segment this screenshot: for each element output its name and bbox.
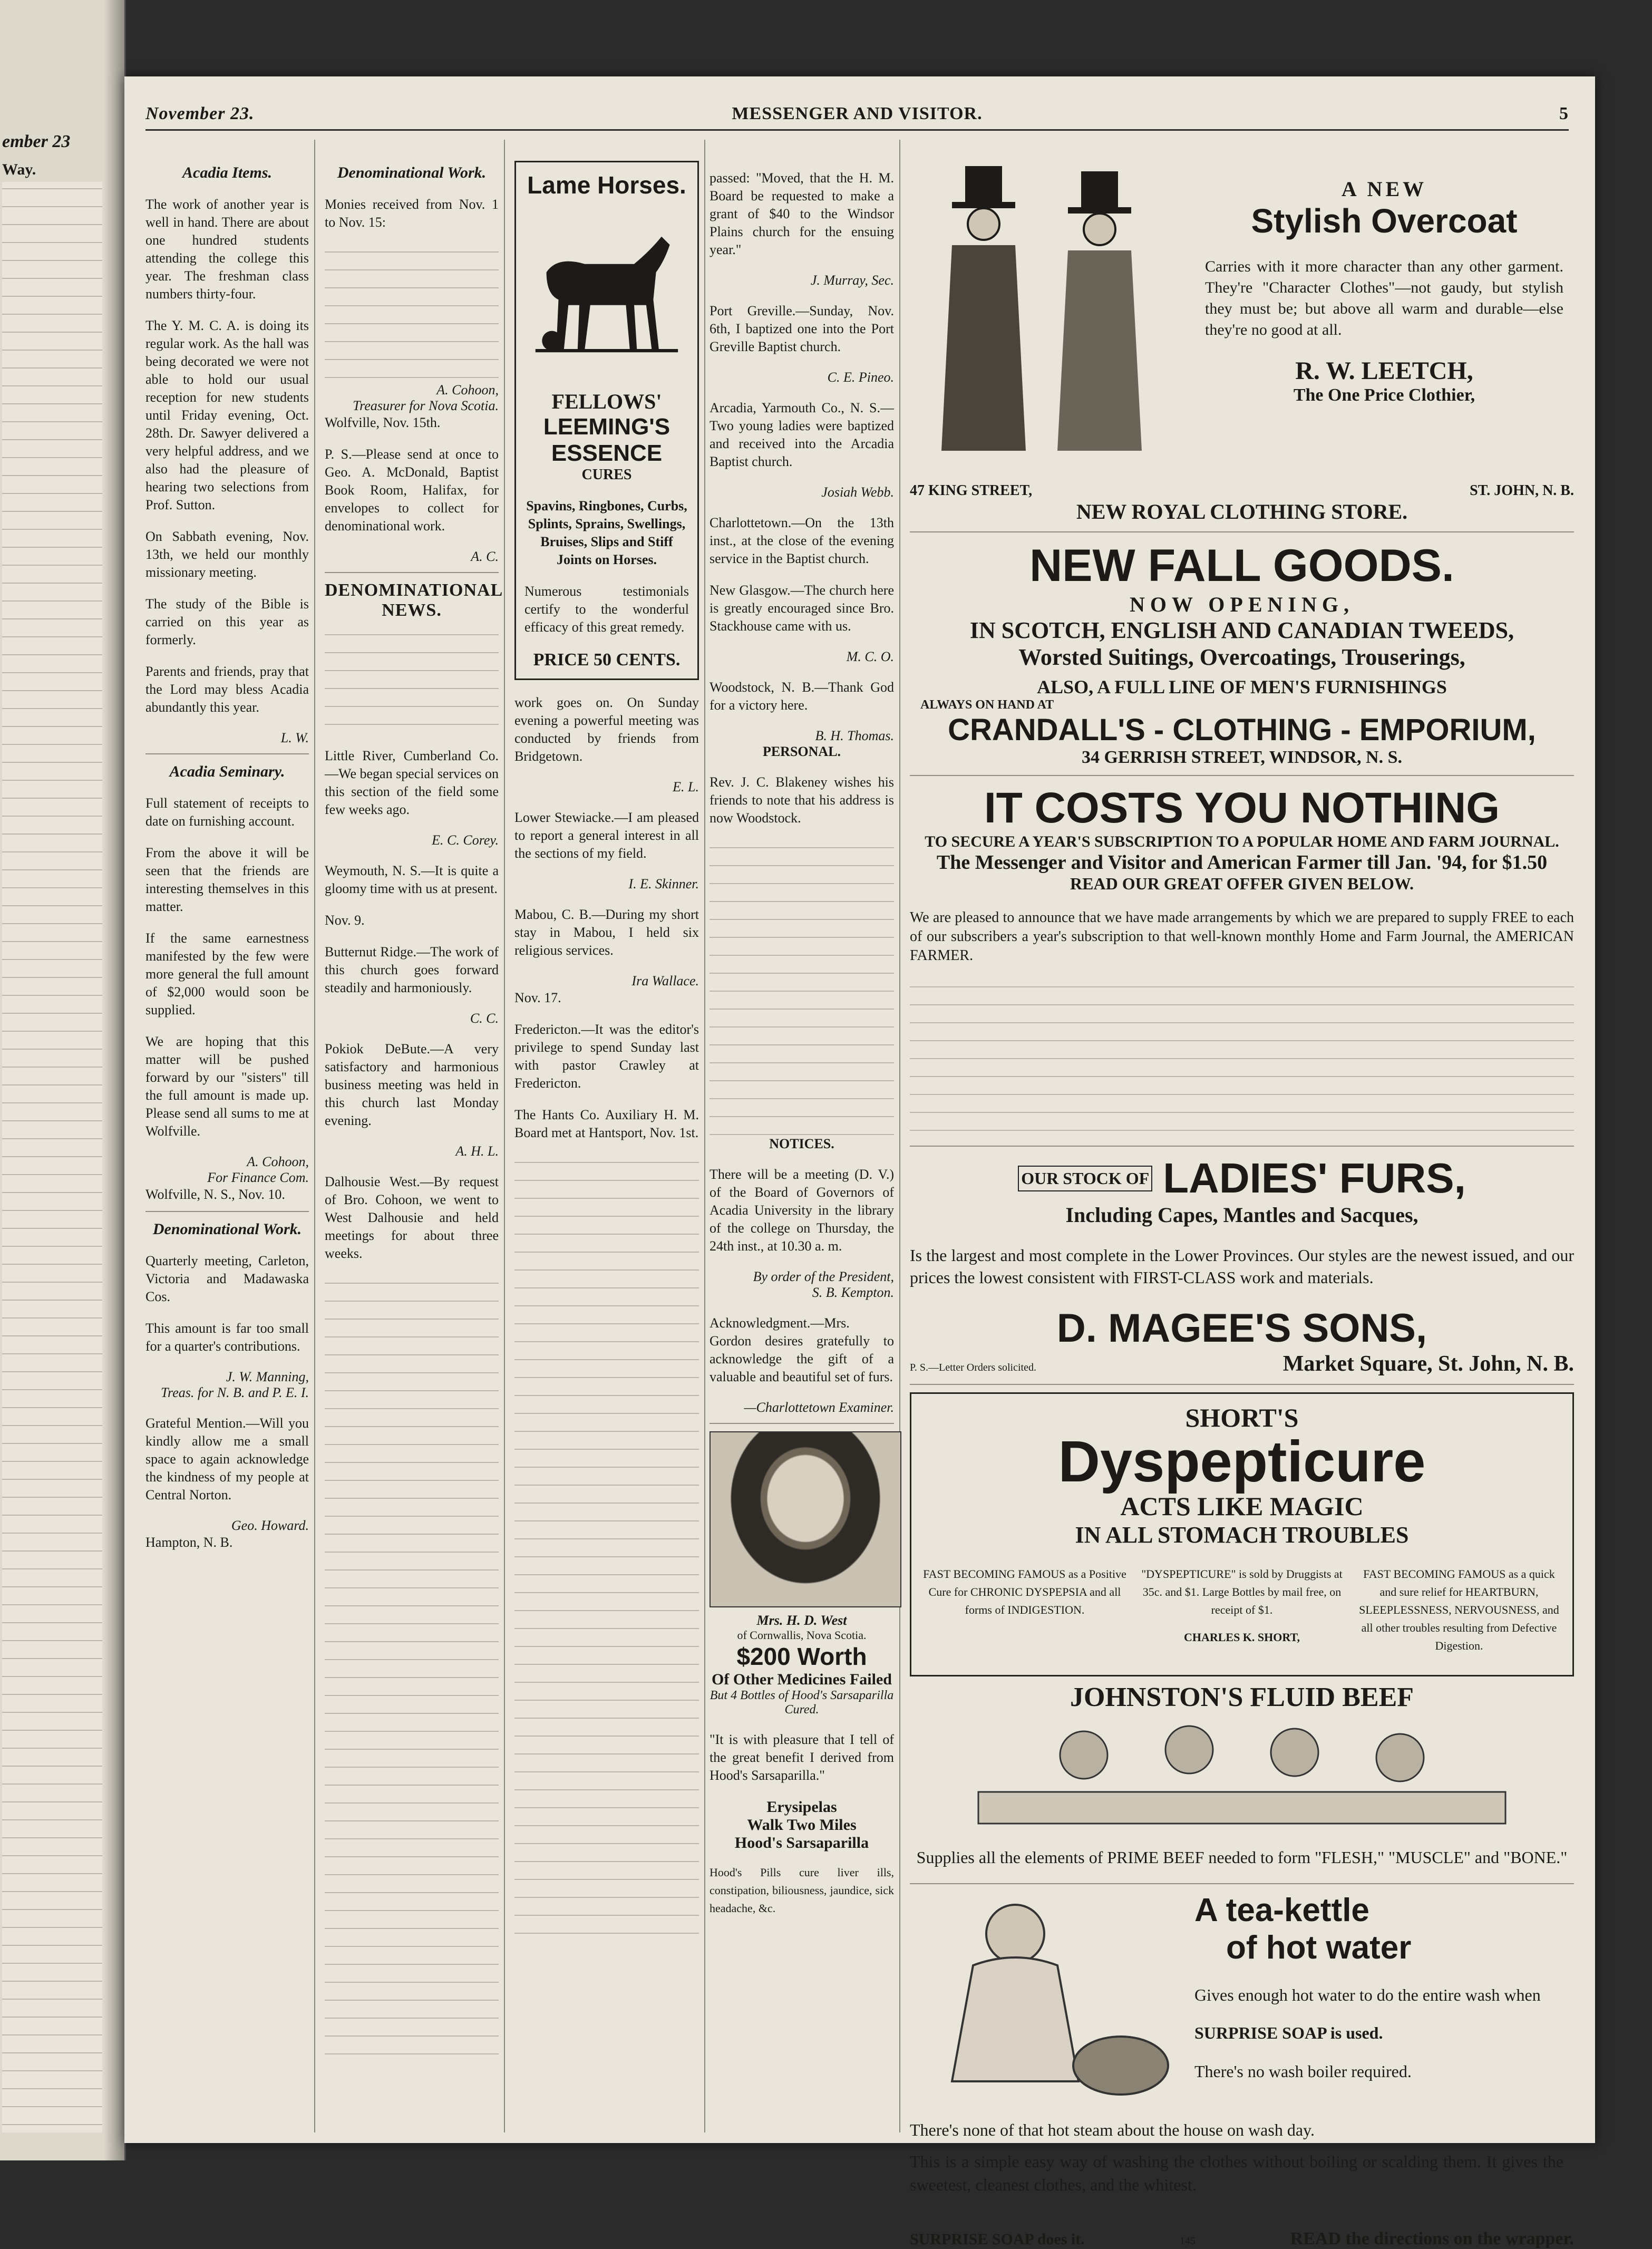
news-top: passed: "Moved, that the H. M. Board be requested to make a grant of $40 to the Windsor Plains church for the ensuing year." [710,170,894,257]
news-mabou: Mabou, C. B.—During my short stay in Mabou, I held six religious services. [514,907,699,958]
ad-cures-list: Spavins, Ringbones, Curbs, Splints, Sprains, Swellings, Bruises, Slips and Stiff Joints on Horses. [526,498,687,567]
notices-text: There will be a meeting (D. V.) of the Board of Governors of Acadia University in the library of the college on Thursday, the 24th inst., at 10.30 a. m. [710,1167,894,1254]
news-fredericton: Fredericton.—It was the editor's privilege to spend Sunday last with pastor Crawley at Fredericton. [514,1022,699,1091]
news-arcadia: Arcadia, Yarmouth Co., N. S.—Two young ladies were baptized and received into the Arcadia Baptist church. [710,400,894,469]
seminary-signature: A. Cohoon, [247,1154,309,1169]
denom-work-role: Treasurer for Nova Scotia. [353,398,499,413]
news-lower-stewiacke-signature: I. E. Skinner. [628,876,699,891]
costs-offer: The Messenger and Visitor and American Farmer till Jan. '94, for $1.50 [936,851,1548,874]
column-4-body [710,841,894,1136]
notices-order: By order of the President, [753,1269,894,1284]
woman-kettle-illustration-icon [910,1892,1184,2113]
hoods-subhead: But 4 Bottles of Hood's Sarsaparilla Cured. [710,1689,894,1717]
lame-horses-title: Lame Horses. [527,171,686,199]
column-rule [504,140,505,2132]
kettle-body-4: This is a simple easy way of washing the clothes without boiling or scalding them. It gives the sweetest, cleanest clothes, and the whitest. [910,2152,1563,2194]
leetch-store: NEW ROYAL CLOTHING STORE. [1076,500,1408,524]
dys-middle [1137,1554,1347,1666]
johnston-ad [910,1682,1574,1866]
portrait-caption-place: of Cornwallis, Nova Scotia. [737,1628,867,1642]
acadia-items-heading: Acadia Items. [182,164,272,181]
divider [325,572,499,573]
dys-right: FAST BECOMING FAMOUS as a quick and sure relief for HEARTBURN, SLEEPLESSNESS, NERVOUSNESS, and all other troubles resulting from Defective Digestion. [1359,1567,1559,1652]
news-mabou-date: Nov. 17. [514,990,561,1005]
prev-page-text [2,182,102,2132]
page-gutter [103,0,124,2160]
news-charlottetown: Charlottetown.—On the 13th inst., at the close of the evening service in the Baptist church. [710,515,894,566]
leetch-address-row [910,482,1574,499]
column-rule [704,140,705,2132]
kettle-line-2: of hot water [1226,1930,1412,1966]
personal-text: Rev. J. C. Blakeney wishes his friends to note that his address is now Woodstock. [710,774,894,826]
ad-brand-leemings: LEEMING'S ESSENCE [543,414,670,466]
news-top-signature: J. Murray, Sec. [810,273,894,288]
hoods-erysipelas: Erysipelas [766,1798,837,1816]
news-hants: The Hants Co. Auxiliary H. M. Board met at Hantsport, Nov. 1st. [514,1107,699,1140]
news-butternut-signature: C. C. [470,1011,499,1026]
news-port-greville: Port Greville.—Sunday, Nov. 6th, I baptized one into the Port Greville Baptist church. [710,303,894,354]
news-arcadia-signature: Josiah Webb. [821,484,894,500]
leetch-city: ST. JOHN, N. B. [1470,482,1574,499]
kettle-body-2: There's no wash boiler required. [1194,2062,1412,2081]
portrait-caption: Mrs. H. D. West [756,1613,847,1628]
dys-stomach: IN ALL STOMACH TROUBLES [1075,1522,1409,1548]
issue-date: November 23. [145,104,255,123]
hoods-walk: Walk Two Miles [747,1816,857,1834]
acadia-items-signature: L. W. [280,730,309,745]
acadia-items-p3: On Sabbath evening, Nov. 13th, we held our monthly missionary meeting. [145,529,309,580]
costs-read: READ OUR GREAT OFFER GIVEN BELOW. [1070,874,1414,893]
fall-goods-opening: NOW OPENING, [1130,593,1354,616]
news-butternut: Butternut Ridge.—The work of this church goes forward steadily and harmoniously. [325,944,499,995]
denominational-work-p2: This amount is far too small for a quarter's contributions. [145,1321,309,1354]
monies-list [325,245,499,382]
acknowledgment: Acknowledgment.—Mrs. Gordon desires gratefully to acknowledge the gift of a valuable and beautiful set of furs. [710,1315,894,1384]
furs-subtitle: Including Capes, Mantles and Sacques, [1065,1203,1418,1227]
johnston-title: JOHNSTON'S FLUID BEEF [1070,1682,1414,1712]
horse-icon [524,199,689,389]
news-dalhousie: Dalhousie West.—By request of Bro. Cohoon, we went to West Dalhousie and held meetings for about three weeks. [325,1174,499,1261]
seminary-heading: Acadia Seminary. [169,763,285,780]
column-5-ads [910,156,1574,2248]
gentlemen-illustration-icon [920,156,1184,472]
ad-brand-fellows: FELLOWS' [551,390,662,413]
overcoat-text [1205,177,1563,405]
hoods-pills: Hood's Pills cure liver ills, constipation, biliousness, jaundice, sick headache, &c. [710,1866,894,1915]
denom-work-place: Wolfville, Nov. 15th. [325,415,441,430]
horse-illustration [524,199,689,389]
hoods-headline: $200 Worth [736,1643,867,1670]
news-notice-smallprint [325,628,499,733]
ad-cures: CURES [581,467,632,483]
dys-columns [920,1554,1564,1666]
furs-title: LADIES' FURS, [1163,1155,1466,1201]
dys-title: Dyspepticure [1058,1429,1426,1494]
denominational-work-signature: J. W. Manning, [226,1369,309,1384]
lame-horses-ad [514,161,699,680]
divider [910,1384,1574,1385]
divider [910,1146,1574,1147]
news-woodstock: Woodstock, N. B.—Thank God for a victory here. [710,680,894,713]
grateful-signature: Geo. Howard. [231,1518,309,1533]
magee-ps: P. S.—Letter Orders solicited. [910,1362,1036,1373]
costs-subtitle: TO SECURE A YEAR'S SUBSCRIPTION TO A POPULAR HOME AND FARM JOURNAL. [925,833,1559,850]
overcoat-title: Stylish Overcoat [1251,202,1518,240]
denom-work-heading: Denominational Work. [337,164,487,181]
seminary-signature-role: For Finance Com. [207,1170,309,1185]
acadia-items-p2: The Y. M. C. A. is doing its regular work. As the hall was being decorated we were not able to hold our usual reception for new students until Friday evening, Oct. 28th. Dr. Sawyer delivered a very helpful address, and we also had the pleasure of hearing two selections from Prof. Sutton. [145,318,309,512]
denom-work-signature: A. Cohoon, [436,382,499,398]
page-number: 5 [1559,104,1569,123]
column-4 [710,156,894,2138]
kettle-foot: SURPRISE SOAP does it. [910,2231,1085,2248]
acadia-items-p4: The study of the Bible is carried on this year as formerly. [145,596,309,647]
divider [910,531,1574,532]
crandall-ad [910,540,1574,768]
furs-body: Is the largest and most complete in the Lower Provinces. Our styles are the newest issued, and our prices the lowest consistent with FIRST-CLASS work and materials. [910,1246,1574,1287]
column-2 [325,156,503,2138]
notices-heading: NOTICES. [769,1136,834,1151]
news-continued-signature: E. L. [673,779,699,794]
surprise-soap-footer [910,2229,1574,2249]
news-little-river: Little River, Cumberland Co.—We began special services on this section of the field some few weeks ago. [325,748,499,817]
magee-name: D. MAGEE'S SONS, [1056,1306,1427,1351]
costs-body: We are pleased to announce that we have made arrangements by which we are prepared to supply FREE to each of our subscribers a year's subscription to that well-known monthly Home and Farm Journal, the AMERICAN FARMER. [910,909,1574,964]
kettle-number: 145 [1179,2235,1196,2247]
kettle-soap: SURPRISE SOAP is used. [1194,2023,1383,2042]
column-3-body [514,1156,699,1946]
news-little-river-signature: E. C. Corey. [432,832,499,848]
divider [145,1211,309,1212]
magee-address: Market Square, St. John, N. B. [1282,1352,1574,1376]
dys-mid-text: "DYSPEPTICURE" is sold by Druggists at 35c. and $1. Large Bottles by mail free, on receipt of $1. [1141,1567,1343,1616]
masthead [145,98,1569,131]
portrait-illustration [710,1431,901,1607]
grateful-place: Hampton, N. B. [145,1535,233,1550]
leetch-address: 47 KING STREET, [910,482,1033,499]
news-woodstock-signature: B. H. Thomas. [815,728,894,743]
denominational-news-heading: DENOMINATIONAL NEWS. [325,580,503,620]
divider [145,753,309,754]
prev-page-date: ember 23 [2,132,71,151]
grateful-mention: Grateful Mention.—Will you kindly allow me a small space to again acknowledge the kindness of my people at Central Norton. [145,1416,309,1502]
overcoat-ad [910,156,1574,482]
crandall-name: CRANDALL'S - CLOTHING - EMPORIUM, [948,713,1536,747]
kettle-body-1: Gives enough hot water to do the entire wash when [1194,1985,1541,2004]
personal-heading: PERSONAL. [762,744,841,759]
overcoat-body: Carries with it more character than any other garment. They're "Character Clothes"—not gaudy, but stylish they must be; but above all warm and durable—else they're no good at all. [1205,258,1563,338]
seminary-place: Wolfville, N. S., Nov. 10. [145,1187,285,1202]
magee-row [910,1351,1574,1376]
dyspepticure-ad [910,1392,1574,1676]
denominational-work-p1: Quarterly meeting, Carleton, Victoria and Madawaska Cos. [145,1253,309,1304]
denom-work-intro: Monies received from Nov. 1 to Nov. 15: [325,197,499,230]
furs-prefix: OUR STOCK OF [1018,1166,1152,1191]
kettle-read: READ the directions on the wrapper. [1290,2229,1574,2248]
overcoat-new: A NEW [1341,177,1427,201]
fall-goods-on-hand: ALWAYS ON HAND AT [920,698,1054,712]
seminary-p1: Full statement of receipts to date on furnishing account. [145,796,309,829]
column-2-body [325,1276,499,2067]
crandall-address: 34 GERRISH STREET, WINDSOR, N. S. [1081,748,1403,767]
fall-goods-line-1: IN SCOTCH, ENGLISH AND CANADIAN TWEEDS, [969,617,1514,643]
hoods-body: "It is with pleasure that I tell of the great benefit I derived from Hood's Sarsaparilla." [710,1732,894,1783]
news-pokiok-signature: A. H. L. [455,1143,499,1159]
dys-shorts: SHORT'S [1185,1403,1299,1432]
news-new-glasgow: New Glasgow.—The church here is greatly encouraged since Bro. Stackhouse came with us. [710,583,894,634]
fall-goods-title: NEW FALL GOODS. [1029,540,1454,591]
divider [710,1423,894,1424]
hoods-sarsaparilla: Hood's Sarsaparilla [734,1834,869,1851]
ad-price: PRICE 50 CENTS. [533,650,681,670]
dys-acts: ACTS LIKE MAGIC [1120,1491,1364,1521]
costs-body-more [910,980,1574,1138]
dys-maker: CHARLES K. SHORT, [1183,1631,1300,1644]
column-rule [314,140,315,2132]
kettle-line-1: A tea-kettle [1194,1892,1369,1928]
newspaper-title: MESSENGER AND VISITOR. [732,104,983,123]
news-weymouth: Weymouth, N. S.—It is quite a gloomy time with us at present. [325,863,499,896]
ad-body: Numerous testimonials certify to the wonderful efficacy of this great remedy. [524,584,689,635]
acknowledgment-source: —Charlottetown Examiner. [744,1400,894,1415]
dys-left: FAST BECOMING FAMOUS as a Positive Cure for CHRONIC DYSPEPSIA and all forms of INDIGESTION. [923,1567,1126,1616]
news-lower-stewiacke: Lower Stewiacke.—I am pleased to report a general interest in all the sections of my field. [514,810,699,861]
newspaper-page [124,76,1595,2248]
acadia-items-p1: The work of another year is well in hand. There are about one hundred students attending the college this year. The freshman class numbers thirty-four. [145,197,309,302]
column-3 [514,156,699,2138]
news-port-greville-signature: C. E. Pineo. [827,370,894,385]
divider [910,1883,1574,1884]
seminary-p3: If the same earnestness manifested by the few were more general the full amount of $2,000 would soon be supplied. [145,930,309,1017]
denom-work-ps-signature: A. C. [471,549,499,564]
news-pokiok: Pokiok DeBute.—A very satisfactory and harmonious business meeting was held in this church last Monday evening. [325,1041,499,1128]
johnston-body: Supplies all the elements of PRIME BEEF needed to form "FLESH," "MUSCLE" and "BONE." [916,1848,1568,1867]
surprise-soap-ad [910,1892,1574,2229]
previous-page-strip [0,0,126,2160]
fall-goods-line-2: Worsted Suitings, Overcoatings, Trouserings, [1018,644,1465,670]
surprise-soap-text [1194,1892,1563,2100]
news-weymouth-date: Nov. 9. [325,913,365,928]
news-new-glasgow-signature: M. C. O. [846,649,894,664]
kettle-body-3: There's none of that hot steam about the house on wash day. [910,2120,1315,2139]
acadia-items-p5: Parents and friends, pray that the Lord may bless Acadia abundantly this year. [145,664,309,715]
seminary-p2: From the above it will be seen that the friends are interesting themselves in this matter. [145,845,309,914]
leetch-name: R. W. LEETCH, [1295,357,1473,385]
news-mabou-signature: Ira Wallace. [631,973,699,988]
fall-goods-line-3: ALSO, A FULL LINE OF MEN'S FURNISHINGS [1037,676,1447,697]
children-illustration-icon [910,1713,1574,1829]
leetch-tagline: The One Price Clothier, [1293,385,1475,405]
costs-nothing-ad [910,783,1574,1138]
furs-ad [910,1154,1574,1376]
column-1 [145,156,309,2138]
costs-title: IT COSTS YOU NOTHING [984,784,1500,832]
denominational-work-role: Treas. for N. B. and P. E. I. [161,1385,309,1400]
column-rule [899,140,900,2132]
furs-title-row [910,1154,1574,1203]
denom-work-ps: P. S.—Please send at once to Geo. A. McDonald, Baptist Book Room, Halifax, for envelopes to collect for denominational work. [325,447,499,534]
divider [910,775,1574,776]
denominational-work-heading: Denominational Work. [152,1220,302,1238]
news-continued: work goes on. On Sunday evening a powerful meeting was conducted by friends from Bridgetown. [514,695,699,764]
hoods-headline-2: Of Other Medicines Failed [712,1671,892,1688]
seminary-p4: We are hoping that this matter will be pushed forward by our "sisters" till the full amount is made up. Please send all sums to me at Wolfville. [145,1034,309,1139]
prev-page-heading: Way. [2,161,36,178]
notices-signature: S. B. Kempton. [812,1285,894,1300]
